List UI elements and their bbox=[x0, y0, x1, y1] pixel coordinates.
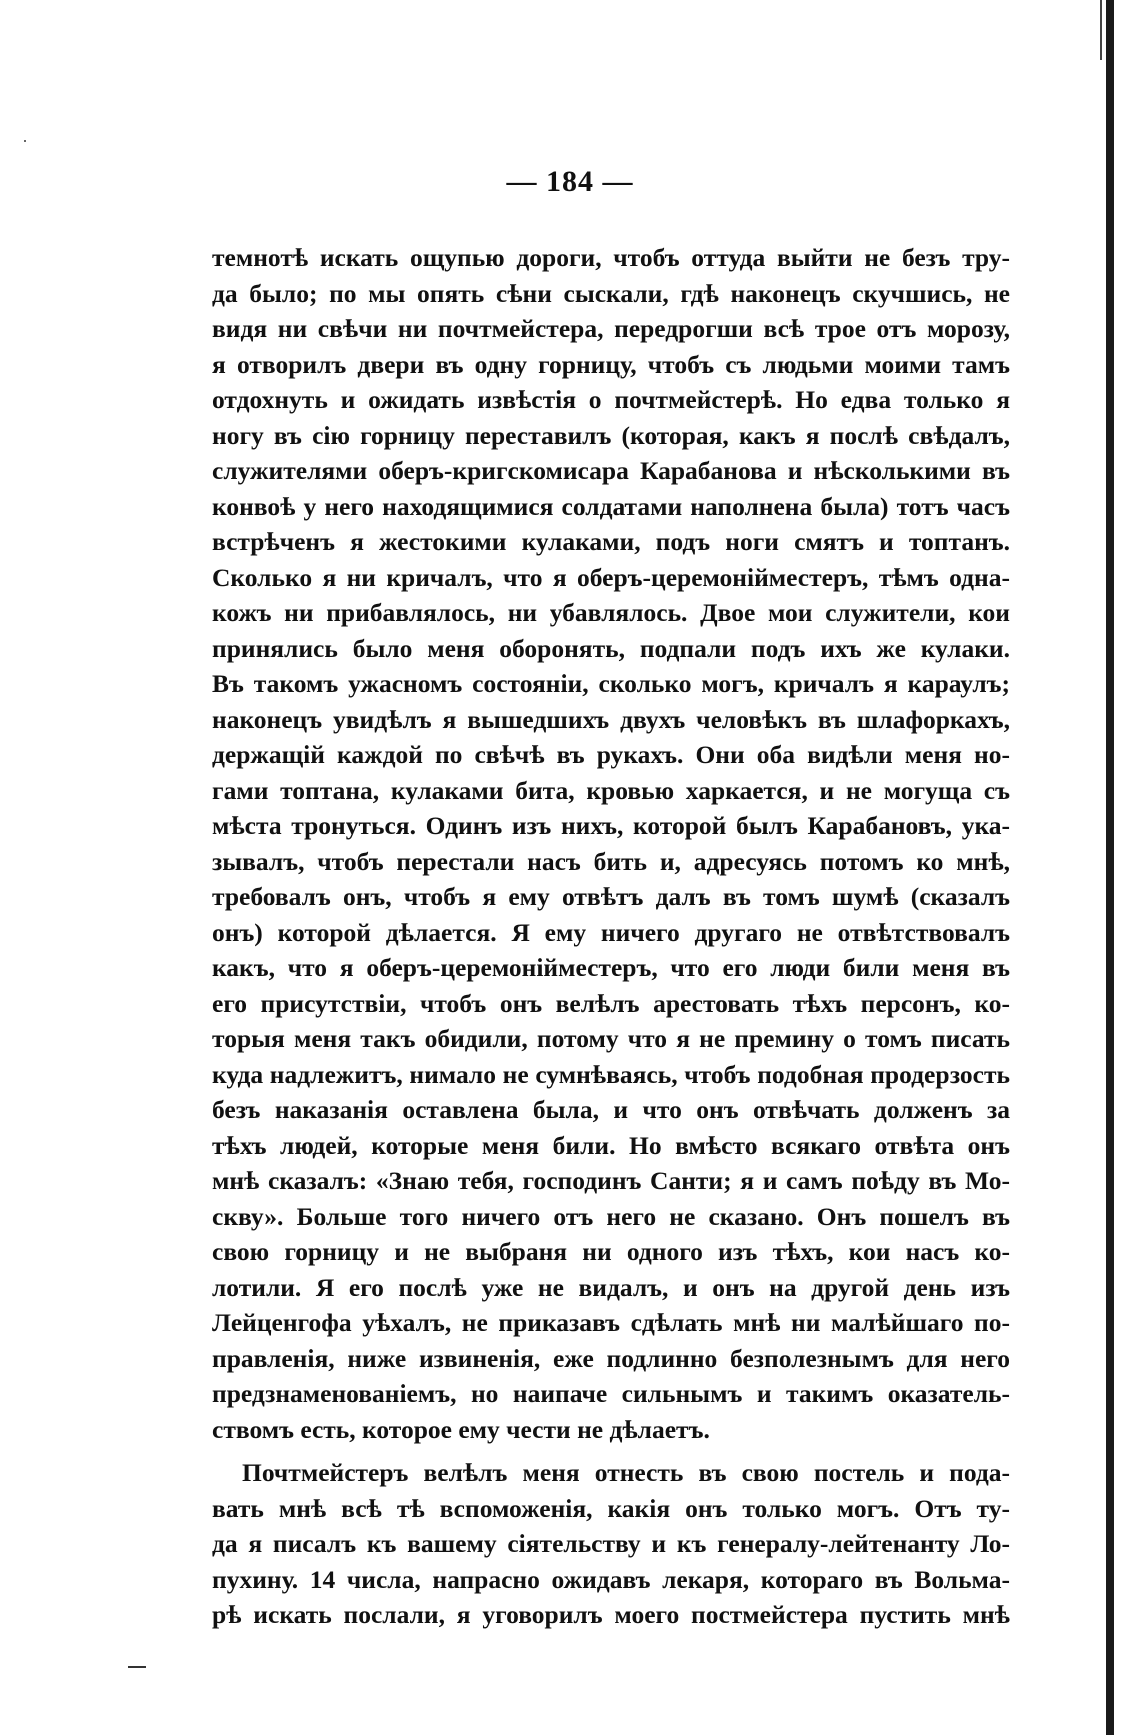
text-line: Почтмейстеръ велѣлъ меня отнесть въ свою постель и пода- bbox=[242, 1458, 1010, 1487]
text-line: Сколько я ни кричалъ, что я оберъ-церемонійместеръ, тѣмъ одна- bbox=[212, 562, 1010, 592]
text-line: да я писалъ къ вашему сіятельству и къ генералу-лейтенанту Ло- bbox=[212, 1529, 1010, 1558]
text-line: Въ такомъ ужасномъ состояніи, сколько могъ, кричалъ я караулъ; bbox=[212, 669, 1010, 698]
binding-edge-thin bbox=[1100, 0, 1102, 60]
paragraph bbox=[212, 240, 1010, 1447]
page-number: — 184 — bbox=[506, 165, 634, 198]
text-line: требовалъ онъ, чтобъ я ему отвѣтъ далъ въ томъ шумѣ (сказалъ bbox=[212, 882, 1010, 911]
text-line: служителями оберъ-кригскомисара Карабанова и нѣсколькими въ bbox=[212, 456, 1010, 485]
text-line: кожъ ни прибавлялось, ни убавлялось. Двое мои служители, кои bbox=[212, 598, 1010, 627]
text-line: лотили. Я его послѣ уже не видалъ, и онъ на другой день изъ bbox=[212, 1272, 1010, 1302]
text-line: ствомъ есть, которое ему чести не дѣлаетъ. bbox=[212, 1414, 710, 1444]
text-line: встрѣченъ я жестокими кулаками, подъ ноги смятъ и топтанъ. bbox=[212, 527, 1010, 556]
text-line: скву». Больше того ничего отъ него не сказано. Онъ пошелъ въ bbox=[212, 1201, 1010, 1231]
text-line: свою горницу и не выбраня ни одного изъ тѣхъ, кои насъ ко- bbox=[212, 1237, 1010, 1266]
text-line: предзнаменованіемъ, но наипаче сильнымъ и такимъ оказатель- bbox=[212, 1379, 1010, 1408]
text-line: какъ, что я оберъ-церемонійместеръ, что его люди били меня въ bbox=[212, 953, 1010, 982]
text-line: я отворилъ двери въ одну горницу, чтобъ съ людьми моими тамъ bbox=[212, 349, 1010, 379]
text-line: Лейценгофа уѣхалъ, не приказавъ сдѣлать мнѣ ни малѣйшаго по- bbox=[212, 1308, 1010, 1337]
text-line: рѣ искать послали, я уговорилъ моего постмейстера пустить мнѣ bbox=[212, 1600, 1010, 1629]
text-line: торыя меня такъ обидили, потому что я не премину о томъ писать bbox=[212, 1024, 1010, 1053]
text-line: мѣста тронуться. Одинъ изъ нихъ, которой былъ Карабановъ, ука- bbox=[212, 811, 1010, 840]
text-line: зывалъ, чтобъ перестали насъ бить и, адресуясь потомъ ко мнѣ, bbox=[212, 846, 1010, 876]
text-line: видя ни свѣчи ни почтмейстера, передрогши всѣ трое отъ морозу, bbox=[212, 314, 1010, 343]
margin-mark bbox=[128, 1666, 146, 1668]
text-line: вать мнѣ всѣ тѣ вспоможенія, какія онъ только могъ. Отъ ту- bbox=[212, 1493, 1010, 1523]
text-line: конвоѣ у него находящимися солдатами наполнена была) тотъ часъ bbox=[212, 491, 1010, 521]
text-line: мнѣ сказалъ: «Знаю тебя, господинъ Санти; я и самъ поѣду въ Мо- bbox=[212, 1166, 1010, 1195]
text-line: правленія, ниже извиненія, еже подлинно безполезнымъ для него bbox=[212, 1343, 1010, 1373]
paragraph bbox=[212, 1455, 1010, 1633]
book-binding-edge bbox=[1106, 0, 1114, 1735]
text-line: гами топтана, кулаками бита, кровью харкается, и не могуща съ bbox=[212, 775, 1010, 805]
text-line: да было; по мы опять сѣни сыскали, гдѣ наконецъ скучшись, не bbox=[212, 278, 1010, 308]
text-line: наконецъ увидѣлъ я вышедшихъ двухъ человѣкъ въ шлафоркахъ, bbox=[212, 704, 1010, 734]
text-line: пухину. 14 числа, напрасно ожидавъ лекаря, котораго въ Вольма- bbox=[212, 1564, 1010, 1594]
text-line: онъ) которой дѣлается. Я ему ничего другаго не отвѣтствовалъ bbox=[212, 917, 1010, 947]
text-line: тѣхъ людей, которые меня били. Но вмѣсто всякаго отвѣта онъ bbox=[212, 1130, 1010, 1160]
text-line: держащій каждой по свѣчѣ въ рукахъ. Они оба видѣли меня но- bbox=[212, 740, 1010, 769]
text-line: отдохнуть и ожидать извѣстія о почтмейстерѣ. Но едва только я bbox=[212, 385, 1010, 414]
paper-speck bbox=[24, 140, 26, 142]
text-line: темнотѣ искать ощупью дороги, чтобъ оттуда выйти не безъ тру- bbox=[212, 243, 1010, 272]
text-line: безъ наказанія оставлена была, и что онъ отвѣчать долженъ за bbox=[212, 1095, 1010, 1124]
paragraph-gap bbox=[212, 1447, 1010, 1455]
text-line: ногу въ сію горницу переставилъ (которая, какъ я послѣ свѣдалъ, bbox=[212, 420, 1010, 450]
body-text bbox=[212, 240, 1010, 1633]
text-line: принялись было меня оборонять, подпали подъ ихъ же кулаки. bbox=[212, 633, 1010, 663]
text-line: его присутствіи, чтобъ онъ велѣлъ арестовать тѣхъ персонъ, ко- bbox=[212, 988, 1010, 1018]
text-line: куда надлежитъ, нимало не сумнѣваясь, чтобъ подобная продерзость bbox=[212, 1059, 1010, 1089]
